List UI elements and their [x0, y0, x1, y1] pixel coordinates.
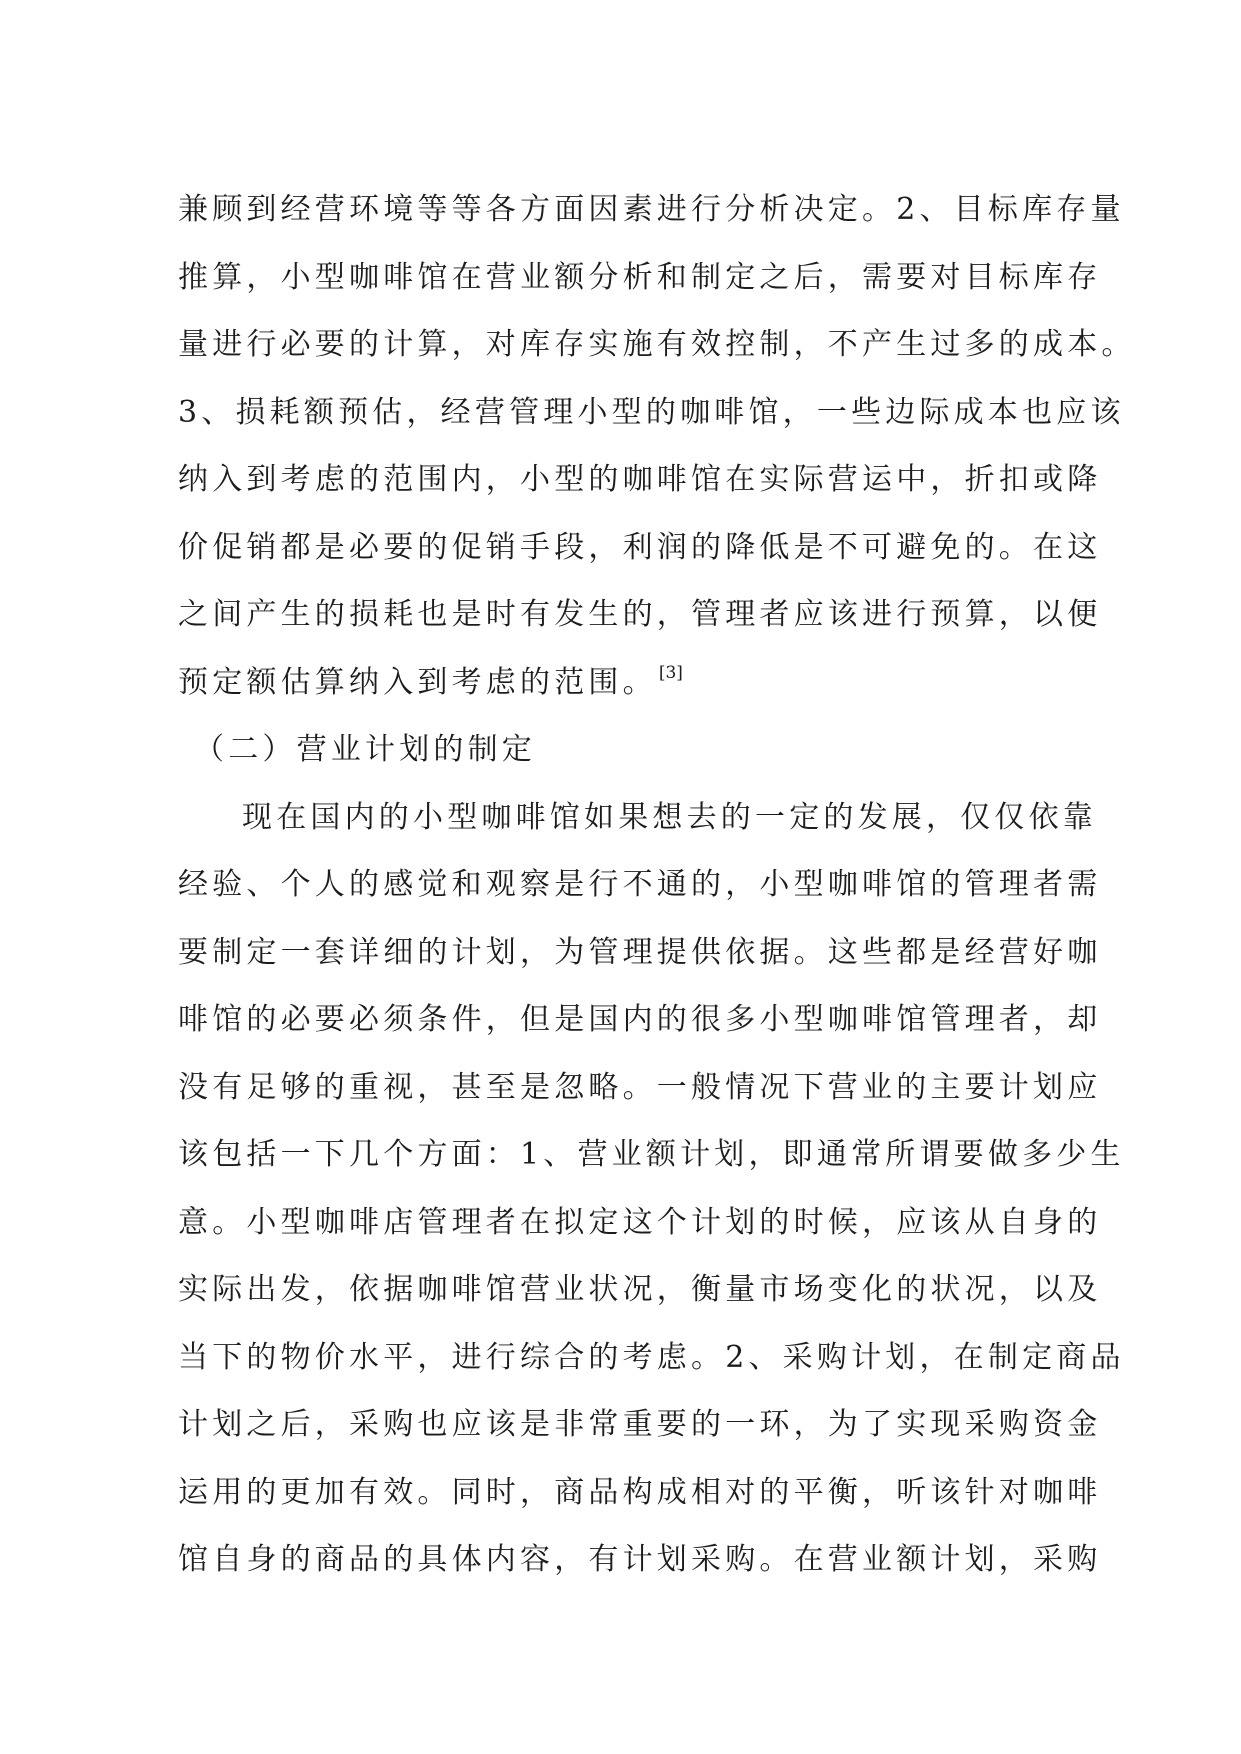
text-line: 经验、个人的感觉和观察是行不通的，小型咖啡馆的管理者需	[178, 867, 1102, 902]
text-line: 该包括一下几个方面：1、营业额计划，即通常所谓要做多少生	[178, 1137, 1125, 1172]
text-line: 馆自身的商品的具体内容，有计划采购。在营业额计划，采购	[178, 1542, 1102, 1577]
paragraph-inventory-and-loss	[178, 176, 1136, 716]
text-line: 意。小型咖啡店管理者在拟定这个计划的时候，应该从自身的	[178, 1204, 1102, 1240]
page-body	[178, 176, 1136, 1594]
text-line: 3、损耗额预估，经营管理小型的咖啡馆，一些边际成本也应该	[178, 394, 1125, 430]
text-line-last	[178, 649, 1076, 717]
text-line: 量进行必要的计算，对库存实施有效控制，不产生过多的成本。	[178, 327, 1136, 362]
text-line: 计划之后，采购也应该是非常重要的一环，为了实现采购资金	[178, 1407, 1102, 1442]
text-line: 要制定一套详细的计划，为管理提供依据。这些都是经营好咖	[178, 934, 1102, 970]
citation-reference: [3]	[658, 662, 683, 683]
text-line: 之间产生的损耗也是时有发生的，管理者应该进行预算，以便	[178, 597, 1102, 632]
text-line: 兼顾到经营环境等等各方面因素进行分析决定。2、目标库存量	[178, 192, 1125, 227]
text-line: 运用的更加有效。同时，商品构成相对的平衡，听该针对咖啡	[178, 1474, 1102, 1510]
section-heading	[178, 716, 1076, 784]
text-line-first: 现在国内的小型咖啡馆如果想去的一定的发展，仅仅依靠	[242, 799, 1097, 835]
text-line: 没有足够的重视，甚至是忽略。一般情况下营业的主要计划应	[178, 1069, 1102, 1105]
text-line: 啡馆的必要必须条件，但是国内的很多小型咖啡馆管理者，却	[178, 1002, 1102, 1037]
text-line: 推算，小型咖啡馆在营业额分析和制定之后，需要对目标库存	[178, 259, 1102, 295]
section-heading-text: （二）营业计划的制定	[194, 732, 536, 767]
text-line: 纳入到考虑的范围内，小型的咖啡馆在实际营运中，折扣或降	[178, 462, 1102, 497]
text-line: 实际出发，依据咖啡馆营业状况，衡量市场变化的状况，以及	[178, 1272, 1102, 1307]
text-line: 价促销都是必要的促销手段，利润的降低是不可避免的。在这	[178, 529, 1102, 565]
paragraph-business-plan	[178, 784, 1125, 1594]
text-line-content: 预定额估算纳入到考虑的范围。	[178, 664, 657, 700]
text-line: 当下的物价水平，进行综合的考虑。2、采购计划，在制定商品	[178, 1339, 1125, 1375]
